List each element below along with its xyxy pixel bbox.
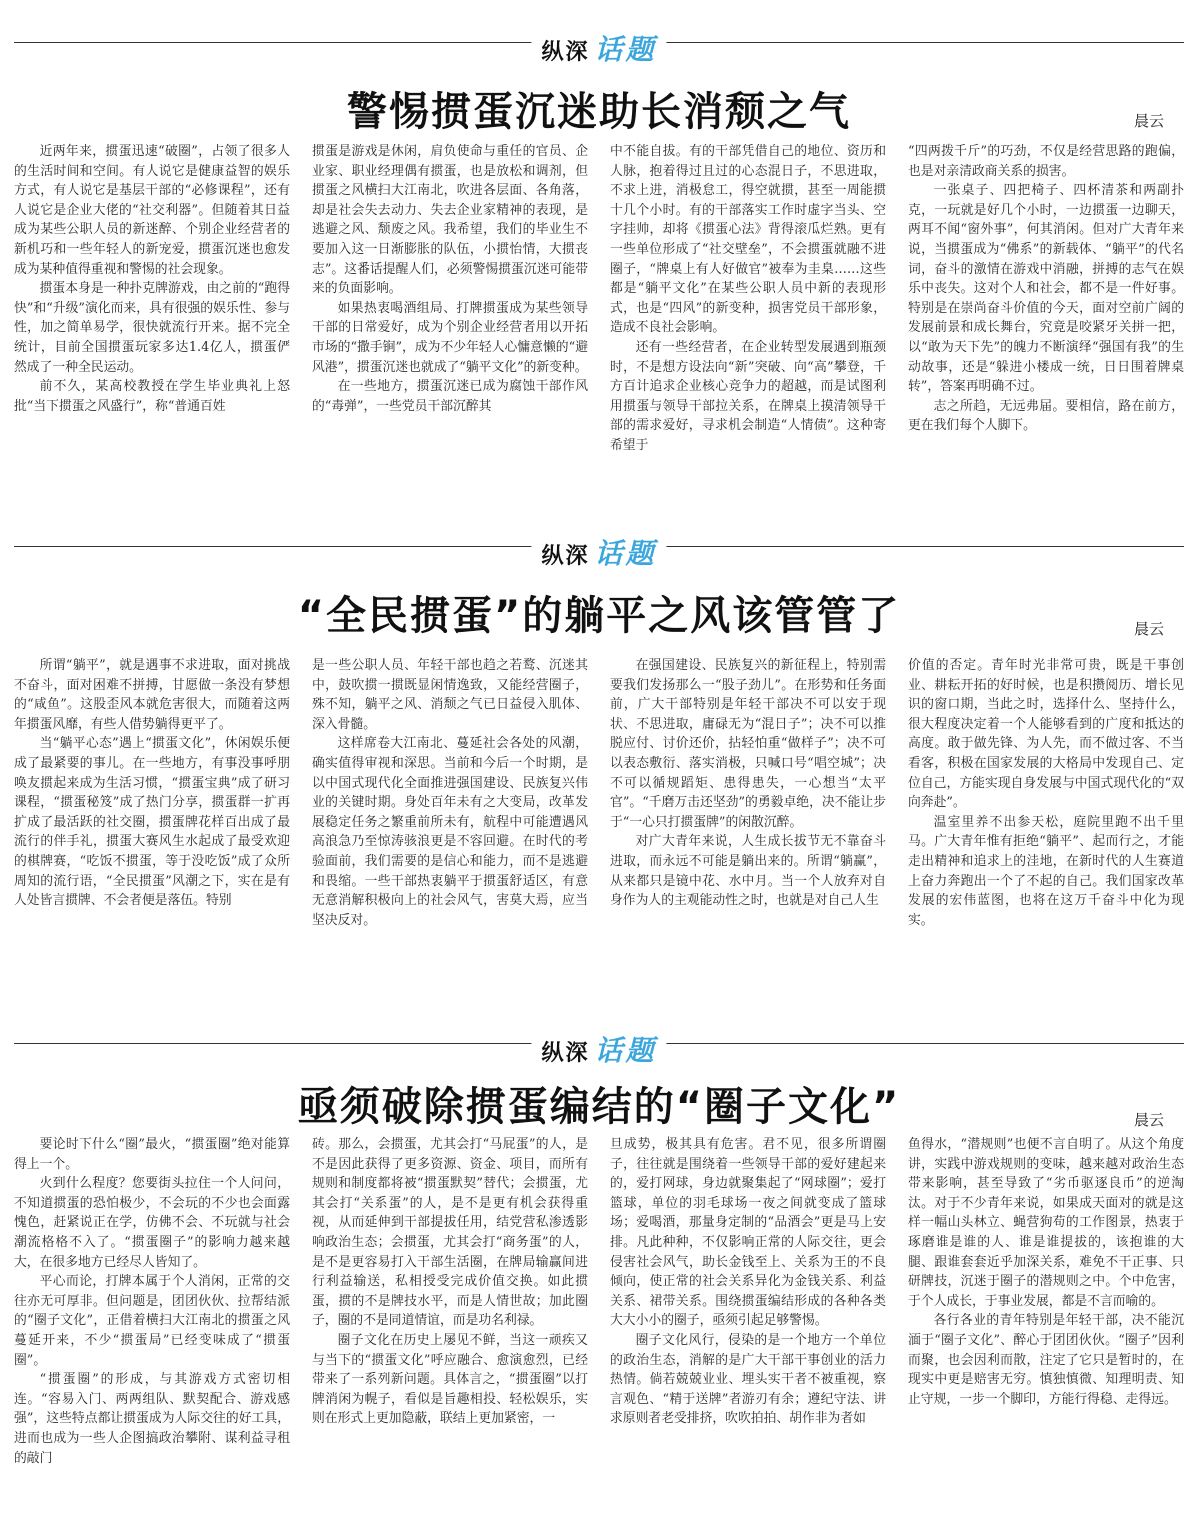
paragraph: 还有一些经营者，在企业转型发展遇到瓶颈时，不是想方设法向“新”突破、向“高”攀登，千方百计追求企业核心竞争力的超越，而是试图利用掼蛋与领导干部拉关系，在牌桌上摸清领导干部的需求爱好，寻求机会制造“人情债”。这种寄希望于 — [610, 339, 886, 453]
paragraph: 是一些公职人员、年轻干部也趋之若鹜、沉迷其中，鼓吹掼一掼既显闲情逸致，又能经营圈子，殊不知，躺平之风、消颓之气已日益侵入肌体、深入骨髓。 — [312, 658, 588, 732]
paragraph: 掼蛋本身是一种扑克牌游戏，由之前的“跑得快”和“升级”演化而来，具有很强的娱乐性、参与性，加之简单易学，很快就流行开来。据不完全统计，目前全国掼蛋玩家多达1.4亿人，掼蛋俨然成了一种全民运动。 — [14, 281, 290, 375]
article-1 — [0, 0, 1198, 490]
article-3 — [0, 1015, 1198, 1514]
article-2 — [0, 520, 1198, 990]
article-body — [14, 656, 1184, 976]
paragraph: 鱼得水，“潜规则”也便不言自明了。从这个角度讲，实践中游戏规则的变味，越来越对政治生态带来影响，甚至导致了“劣币驱逐良币”的逆淘汰。对于不少青年来说，如果成天面对的就是这样一幅山头林立、蝇营狗苟的工作图景，热衷于琢磨谁是谁的人、谁是谁提拔的，该抱谁的大腿、跟谁套套近乎加深关系，难免不干正事、只研牌技，沉迷于圈子的潜规则之中。个中危害，于个人成长，于事业发展，都是不言而喻的。 — [908, 1137, 1184, 1309]
paragraph: “掼蛋圈”的形成，与其游戏方式密切相连。“容易入门、两两组队、默契配合、游戏感强”，这些特点都让掼蛋成为人际交往的好工具，进而也成为一些人企图搞政治攀附、谋利益寻租的敲门 — [14, 1372, 290, 1466]
paragraph: 圈子文化风行，侵染的是一个地方一个单位的政治生态，消解的是广大干部干事创业的活力热情。倘若兢兢业业、埋头实干者不被重视，察言观色、“精于送牌”者游刃有余；遵纪守法、讲求原则者老受排挤，吹吹拍拍、胡作非为者如 — [610, 1332, 886, 1427]
masthead-suffix: 话题 — [594, 33, 657, 66]
section-masthead — [14, 28, 1184, 66]
paragraph: 如果热衷喝酒组局、打牌掼蛋成为某些领导干部的日常爱好，成为个别企业经营者用以开拓市场的“撒手锏”，成为不少年轻人心慵意懒的“避风港”，掼蛋沉迷也就成了“躺平文化”的新变种。 — [312, 300, 588, 375]
masthead-suffix: 话题 — [594, 1034, 657, 1067]
paragraph: 当“躺平心态”遇上“掼蛋文化”，休闲娱乐便成了最紧要的事儿。在一些地方，有事没事呼朋唤友掼起来成为生活习惯，“掼蛋宝典”成了研习课程，“掼蛋秘笈”成了热门分享，掼蛋群一扩再扩成了最活跃的社交圈，掼蛋牌花样百出成了最流行的伴手礼，掼蛋大赛风生水起成了最受欢迎的棋牌赛，“吃饭不掼蛋，等于没吃饭”成了众所周知的流行语，“全民掼蛋”风潮之下，实在是有人处皆言掼牌、不会者便是落伍。特别 — [14, 736, 290, 909]
article-byline: 晨云 — [1133, 620, 1164, 638]
body-column — [908, 142, 1184, 476]
paragraph: 一张桌子、四把椅子、四杯清茶和两副扑克，一玩就是好几个小时，一边掼蛋一边聊天，两耳不闻“窗外事”，何其消闲。但对广大青年来说，当掼蛋成为“佛系”的新载体、“躺平”的代名词，奋斗的激情在游戏中消融，拼搏的志气在娱乐中丧失。这对个人和社会，都不是一件好事。特别是在崇尚奋斗价值的今天，面对空前广阔的发展前景和成长舞台，究竟是咬紧牙关拼一把，以“敢为天下先”的魄力不断演绎“强国有我”的生动故事，还是“躲进小楼成一统，日日围着牌桌转”，答案再明确不过。 — [908, 183, 1184, 395]
body-column — [14, 1135, 290, 1507]
body-column — [312, 142, 588, 476]
paragraph: 温室里养不出参天松，庭院里跑不出千里马。广大青年惟有拒绝“躺平”、起而行之，才能走出精神和追求上的洼地，在新时代的人生赛道上奋力奔跑出一个了不起的自己。我们国家改革发展的宏伟蓝图，也将在这万千奋斗中化为现实。 — [908, 814, 1184, 928]
paragraph: 要论时下什么“圈”最火，“掼蛋圈”绝对能算得上一个。 — [14, 1137, 290, 1172]
masthead-suffix: 话题 — [594, 537, 657, 570]
body-column — [610, 656, 886, 976]
paragraph: 砖。那么，会掼蛋，尤其会打“马屁蛋”的人，是不是因此获得了更多资源、资金、项目，而所有规则和制度都将被“掼蛋默契”替代；会掼蛋，尤其会打“关系蛋”的人，是不是更有机会获得重视，从而延伸到干部提拔任用，结党营私渗透影响政治生态；会掼蛋，尤其会打“商务蛋”的人，是不是更容易打入干部生活圈，在牌局输赢间进行利益输送，私相授受完成价值交换。如此掼蛋，掼的不是牌技水平，而是人情世故；加此圈子，圈的不是同道情谊，而是功名利禄。 — [312, 1137, 588, 1329]
body-column — [908, 1135, 1184, 1507]
masthead-label — [531, 1029, 666, 1069]
paragraph: 火到什么程度？您要街头拉住一个人问问，不知道掼蛋的恐怕极少，不会玩的不少也会面露愧色，赶紧说正在学，仿佛不会、不玩就与社会潮流格格不入了。“掼蛋圈子”的影响力越来越大，在很多地方已经尽人皆知了。 — [14, 1176, 290, 1270]
body-column — [610, 142, 886, 476]
paragraph: 各行各业的青年特别是年轻干部，决不能沉湎于“圈子文化”、醉心于团团伙伙。“圈子”因利而聚，也会因利而散，注定了它只是暂时的，在现实中更是赔害无穷。慎独慎微、知理明责、知止守规，一步一个脚印，方能行得稳、走得远。 — [908, 1313, 1184, 1407]
paragraph: 志之所趋，无远弗届。要相信，路在前方，更在我们每个人脚下。 — [908, 398, 1184, 434]
paragraph: 掼蛋是游戏是休闲，肩负使命与重任的官员、企业家、职业经理偶有掼蛋，也是放松和调剂，但掼蛋之风横扫大江南北，吹进各层面、各角落，却是社会失去动力、失去企业家精神的表现，是逃避之风、颓废之风。我希望，我们的毕业生不要加入这一日渐膨胀的队伍，小掼怡情，大掼丧志”。这番话提醒人们，必须警惕掼蛋沉迷可能带来的负面影响。 — [312, 144, 588, 297]
paragraph: 平心而论，打牌本属于个人消闲，正常的交往亦无可厚非。但问题是，团团伙伙、拉帮结派的“圈子文化”，正借着横扫大江南北的掼蛋之风蔓延开来，不少“掼蛋局”已经变味成了“掼蛋圈”。 — [14, 1274, 290, 1368]
paragraph: 所谓“躺平”，就是遇事不求进取，面对挑战不奋斗，面对困难不拼搏，甘愿做一条没有梦想的“咸鱼”。这股歪风本就危害很大，而随着这两年掼蛋风靡，有些人借势躺得更平了。 — [14, 658, 290, 732]
masthead-prefix: 纵深 — [541, 1041, 590, 1066]
body-column — [610, 1135, 886, 1507]
masthead-label — [531, 532, 666, 572]
article-title: 亟须破除掼蛋编结的“圈子文化” — [297, 1084, 901, 1130]
section-masthead — [14, 532, 1184, 570]
article-body — [14, 142, 1184, 476]
masthead-label — [531, 28, 666, 68]
body-column — [312, 1135, 588, 1507]
body-column — [14, 656, 290, 976]
body-column — [312, 656, 588, 976]
paragraph: 价值的否定。青年时光非常可贵，既是干事创业、耕耘开拓的好时候，也是积攒阅历、增长见识的窗口期，当此之时，选择什么、坚持什么，很大程度决定着一个人能够看到的广度和抵达的高度。敢于做先锋、为人先，而不做过客、不当看客，积极在国家发展的大格局中发现自己、定位自己，方能实现自身发展与中国式现代化的“双向奔赴”。 — [908, 658, 1184, 811]
paragraph: 旦成势，极其具有危害。君不见，很多所谓圈子，往往就是围绕着一些领导干部的爱好建起来的，爱打网球，身边就聚集起了“网球圈”；爱打篮球，单位的羽毛球场一夜之间就变成了篮球场；爱喝酒，那量身定制的“品酒会”更是马上安排。凡此种种，不仅影响正常的人际交往，更会侵害社会风气，助长金钱至上、关系为王的不良倾向，使正常的社会关系异化为金钱关系、利益关系、裙带关系。围绕掼蛋编结形成的各种各类大大小小的圈子，亟须引起足够警惕。 — [610, 1137, 886, 1329]
paragraph: 在一些地方，掼蛋沉迷已成为腐蚀干部作风的“毒弹”，一些党员干部沉醉其 — [312, 379, 588, 414]
article-title: “全民掼蛋”的躺平之风该管管了 — [297, 593, 901, 639]
article-title: 警惕掼蛋沉迷助长消颓之气 — [347, 89, 851, 135]
body-column — [14, 142, 290, 476]
paragraph: 圈子文化在历史上屡见不鲜，当这一顽疾又与当下的“掼蛋文化”呼应融合、愈演愈烈，已经带来了一系列新问题。具体言之，“掼蛋圈”以打牌消闲为幌子，看似是旨趣相投、轻松娱乐，实则在形式上更加隐蔽，联结上更加紧密，一 — [312, 1332, 588, 1427]
paragraph: 近两年来，掼蛋迅速“破圈”，占领了很多人的生活时间和空间。有人说它是健康益智的娱乐方式，有人说它是基层干部的“必修课程”，还有人说它是企业大佬的“社交利器”。但随着其日益成为某些公职人员的新迷醉、个别企业经营者的新机巧和一些年轻人的新宠爱，掼蛋沉迷也愈发成为某种值得重视和警惕的社会现象。 — [14, 144, 290, 277]
body-column — [908, 656, 1184, 976]
article-byline: 晨云 — [1133, 112, 1164, 130]
paragraph: 在强国建设、民族复兴的新征程上，特别需要我们发扬那么一“股子劲儿”。在形势和任务面前，广大干部特别是年轻干部决不可以安于现状、不思进取，庸碌无为“混日子”；决不可以推脱应付、讨价还价，拈轻怕重“做样子”；决不可以表态敷衍、落实消极，只喊口号“唱空城”；决不可以循规蹈矩、患得患失，一心想当“太平官”。“千磨万击还坚劲”的勇毅卓绝，决不能让步于“一心只打掼蛋牌”的闲散沉醉。 — [610, 658, 886, 830]
paragraph: 对广大青年来说，人生成长拔节无不靠奋斗进取，而永远不可能是躺出来的。所谓“躺赢”，从来都只是镜中花、水中月。当一个人放弃对自身作为人的主观能动性之时，也就是对自己人生 — [610, 834, 886, 909]
paragraph: 前不久，某高校教授在学生毕业典礼上怒批“当下掼蛋之风盛行”，称“普通百姓 — [14, 379, 290, 414]
article-byline: 晨云 — [1133, 1111, 1164, 1129]
masthead-prefix: 纵深 — [541, 544, 590, 569]
paragraph: “四两拨千斤”的巧劲，不仅是经营思路的跑偏，也是对亲清政商关系的损害。 — [908, 144, 1184, 179]
section-masthead — [14, 1029, 1184, 1067]
paragraph: 这样席卷大江南北、蔓延社会各处的风潮，确实值得审视和深思。当前和今后一个时期，是以中国式现代化全面推进强国建设、民族复兴伟业的关键时期。身处百年未有之大变局，改革发展稳定任务之繁重前所未有，航程中可能遭遇风高浪急乃至惊涛骇浪更是不容回避。在时代的考验面前，我们需要的是信心和能力，而不是逃避和畏缩。一些干部热衷躺平于掼蛋舒适区，有意无意消解积极向上的社会风气，害莫大焉，应当坚决反对。 — [312, 736, 588, 928]
article-body — [14, 1135, 1184, 1507]
paragraph: 中不能自拔。有的干部凭借自己的地位、资历和人脉，抱着得过且过的心态混日子，不思进取，不求上进，消极怠工，得空就掼，甚至一周能掼十几个小时。有的干部落实工作时虚字当头、空字挂帅，却将《掼蛋心法》背得滚瓜烂熟。更有一些单位形成了“社交壁垒”，不会掼蛋就融不进圈子，“牌桌上有人好做官”被奉为圭臬……这些都是“躺平文化”在某些公职人员中新的表现形式，也是“四风”的新变种，损害党员干部形象，造成不良社会影响。 — [610, 144, 886, 336]
masthead-prefix: 纵深 — [541, 40, 590, 65]
